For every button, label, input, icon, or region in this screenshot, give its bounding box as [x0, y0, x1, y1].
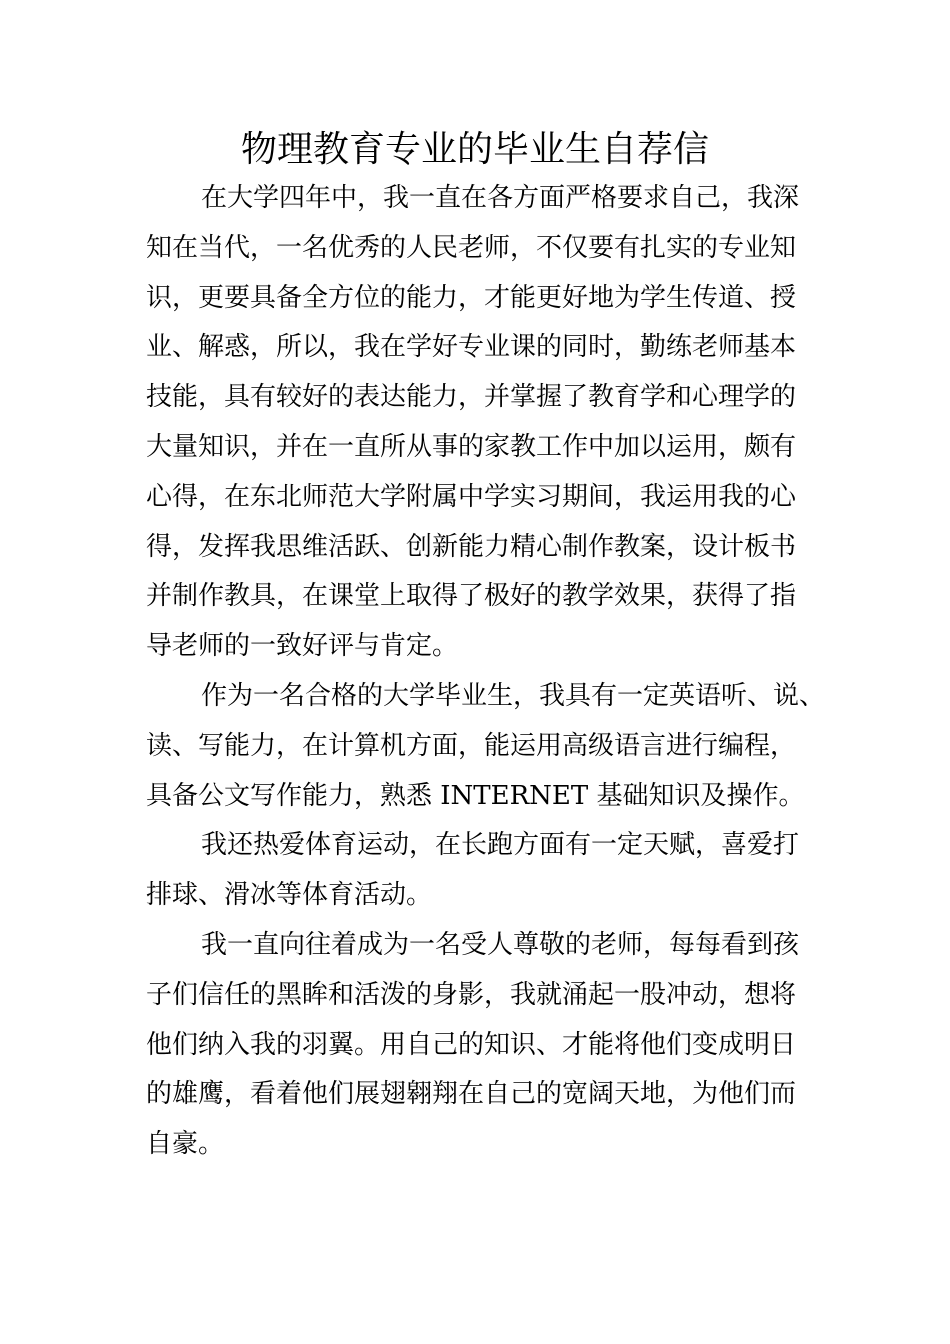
text-line: 知在当代，一名优秀的人民老师，不仅要有扎实的专业知 [146, 232, 797, 263]
text-line: 自豪。 [146, 1129, 225, 1160]
letter-body [146, 174, 826, 1170]
text-line: 读、写能力，在计算机方面，能运用高级语言进行编程， [146, 730, 797, 761]
text-line: 在大学四年中，我一直在各方面严格要求自己，我深 [201, 183, 800, 213]
text-line: 的雄鹰，看着他们展翅翱翔在自己的宽阔天地，为他们而 [146, 1079, 797, 1110]
text-line: 识，更要具备全方位的能力，才能更好地为学生传道、授 [146, 282, 797, 313]
text-line: 子们信任的黑眸和活泼的身影，我就涌起一股冲动，想将 [146, 979, 797, 1010]
text-line: 作为一名合格的大学毕业生，我具有一定英语听、说、 [201, 680, 826, 711]
text-line: 他们纳入我的羽翼。用自己的知识、才能将他们变成明日 [146, 1029, 797, 1060]
document-title: 物理教育专业的毕业生自荐信 [240, 129, 709, 170]
text-line: 并制作教具，在课堂上取得了极好的教学效果，获得了指 [146, 581, 797, 612]
text-line: 我还热爱体育运动，在长跑方面有一定天赋，喜爱打 [201, 830, 800, 861]
text-line: 得，发挥我思维活跃、创新能力精心制作教案，设计板书 [146, 531, 797, 562]
text-line: 排球、滑冰等体育活动。 [146, 880, 433, 911]
text-line: 我一直向往着成为一名受人尊敬的老师，每每看到孩 [201, 929, 800, 960]
text-line: 技能，具有较好的表达能力，并掌握了教育学和心理学的 [146, 382, 797, 413]
text-line: 具备公文写作能力，熟悉 INTERNET 基础知识及操作。 [146, 780, 805, 811]
text-line: 业、解惑，所以，我在学好专业课的同时，勤练老师基本 [146, 332, 797, 363]
text-line: 大量知识，并在一直所从事的家教工作中加以运用，颇有 [146, 431, 797, 462]
text-line: 导老师的一致好评与肯定。 [146, 631, 459, 662]
text-line: 心得，在东北师范大学附属中学实习期间，我运用我的心 [146, 481, 797, 512]
